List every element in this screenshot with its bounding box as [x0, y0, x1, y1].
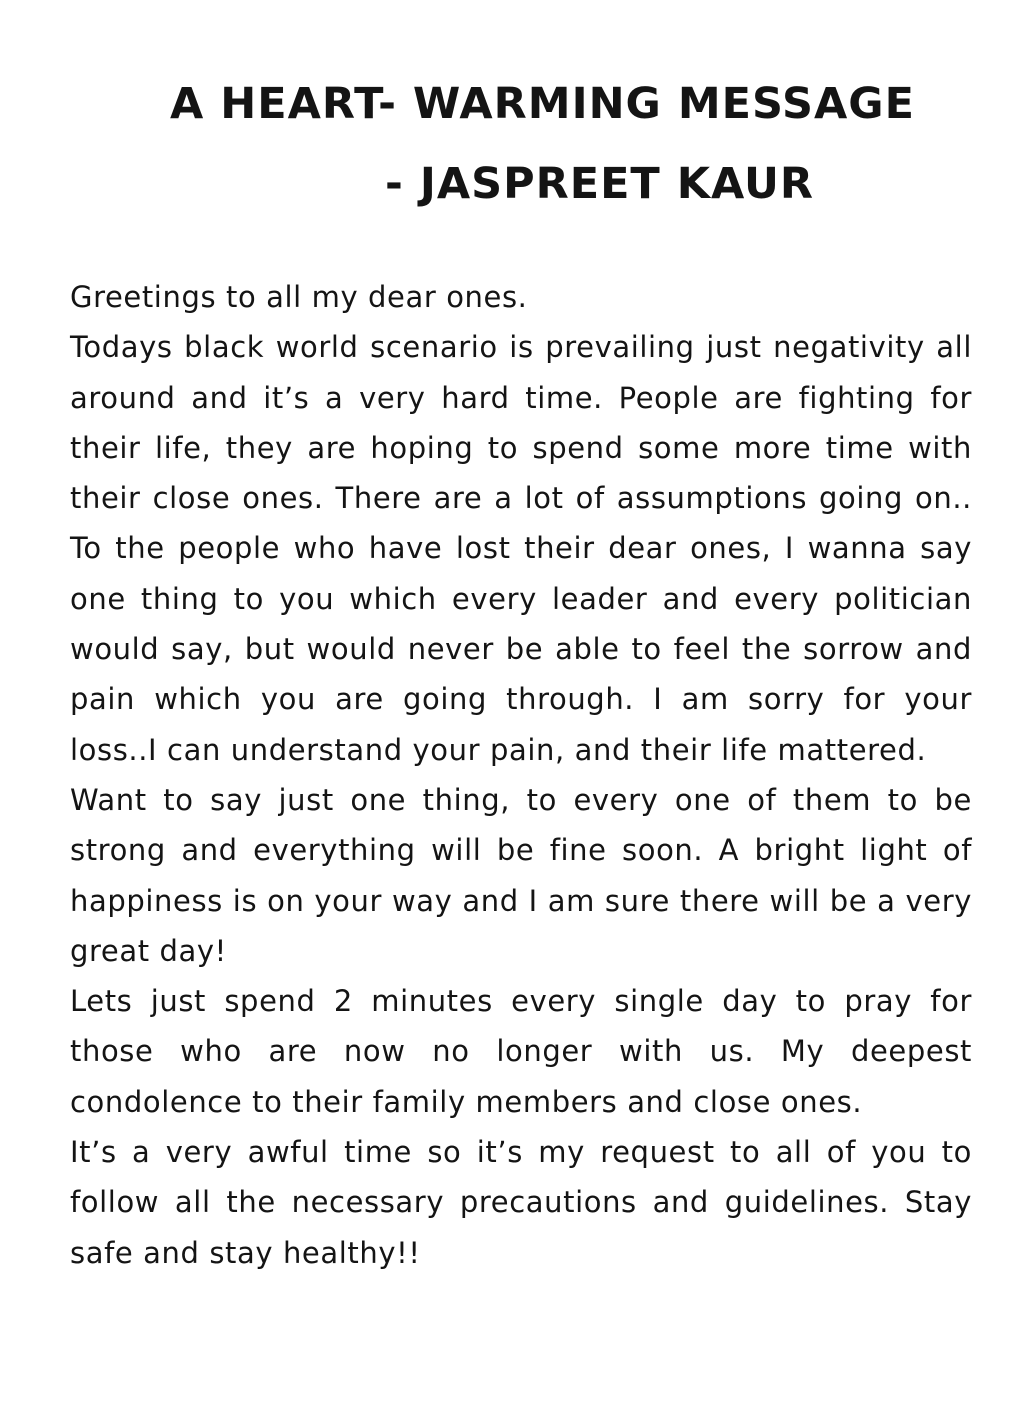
paragraph-greeting: Greetings to all my dear ones. — [70, 280, 528, 314]
message-body — [70, 272, 972, 1278]
paragraph-hope: Want to say just one thing, to every one of them to be strong and everything will be fine soon. A bright light of happiness is on your way and I am sure there will be a very great day! — [70, 782, 972, 968]
title-author-line: - JASPREET KAUR — [385, 159, 815, 209]
paragraph-scenario: Todays black world scenario is prevailing just negativity all around and it’s a very hard time. People are fighting for their life, they are hoping to spend some more time with their close ones. There are a lot of assumptions going on.. To the people who have lost their dear ones, I wanna say one thing to you which every leader and every politician would say, but would never be able to feel the sorrow and pain which you are going through. I am sorry for your loss..I can understand your pain, and their life mattered. — [70, 330, 972, 767]
paragraph-prayer: Lets just spend 2 minutes every single day to pray for those who are now no longer with us. My deepest condolence to their family members and close ones. — [70, 984, 972, 1119]
paragraph-request: It’s a very awful time so it’s my request to all of you to follow all the necessary precautions and guidelines. Stay safe and stay healthy!! — [70, 1135, 972, 1270]
title-line-1: A HEART- WARMING MESSAGE — [170, 79, 915, 129]
